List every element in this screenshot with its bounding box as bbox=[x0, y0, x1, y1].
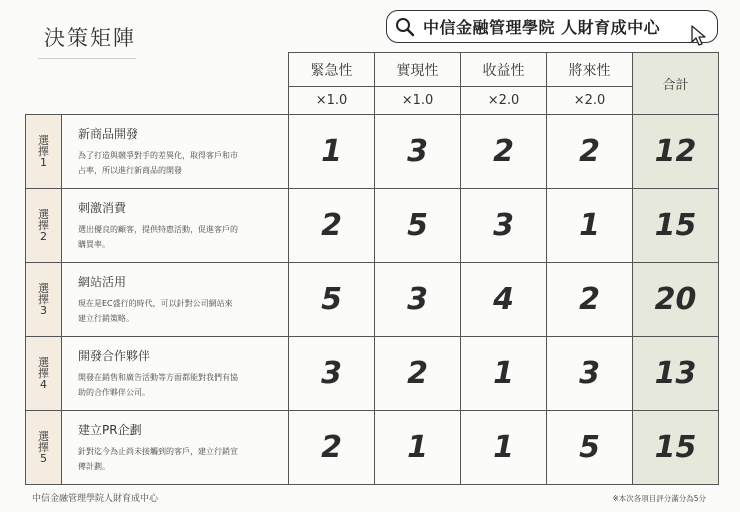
score-cell: 4 bbox=[461, 263, 547, 337]
option-detail: 開發在銷售和廣告活動等方面都能對我們有協 助的合作夥伴公司。 bbox=[78, 373, 238, 397]
criterion-profitability: 收益性 bbox=[461, 53, 547, 87]
score-cell: 1 bbox=[461, 337, 547, 411]
option-row bbox=[26, 263, 719, 337]
option-description bbox=[62, 189, 289, 263]
score-cell: 5 bbox=[547, 411, 633, 485]
option-label: 選 擇 3 bbox=[26, 263, 62, 337]
option-description bbox=[62, 115, 289, 189]
score-cell: 2 bbox=[289, 411, 375, 485]
score-cell: 1 bbox=[461, 411, 547, 485]
score-cell: 1 bbox=[289, 115, 375, 189]
score-cell: 3 bbox=[461, 189, 547, 263]
option-label: 選 擇 2 bbox=[26, 189, 62, 263]
option-title: 刺激消費 bbox=[78, 201, 127, 215]
criterion-future: 將來性 bbox=[547, 53, 633, 87]
score-cell: 2 bbox=[375, 337, 461, 411]
score-cell: 2 bbox=[547, 115, 633, 189]
score-cell: 3 bbox=[375, 263, 461, 337]
option-description bbox=[62, 411, 289, 485]
corner-blank bbox=[26, 53, 289, 115]
decision-matrix bbox=[25, 52, 719, 485]
total-cell: 15 bbox=[633, 411, 719, 485]
weight-feasibility: ×1.0 bbox=[375, 87, 461, 115]
score-cell: 1 bbox=[375, 411, 461, 485]
option-label: 選 擇 1 bbox=[26, 115, 62, 189]
option-label: 選 擇 4 bbox=[26, 337, 62, 411]
total-cell: 12 bbox=[633, 115, 719, 189]
cursor-icon bbox=[691, 25, 707, 47]
criterion-feasibility: 實現性 bbox=[375, 53, 461, 87]
footer-note: ※本次各項目評分滿分為5分 bbox=[612, 494, 706, 503]
score-cell: 3 bbox=[547, 337, 633, 411]
option-detail: 現在是EC盛行的時代，可以針對公司網站來 建立行銷策略。 bbox=[78, 299, 233, 323]
criterion-urgency: 緊急性 bbox=[289, 53, 375, 87]
option-description bbox=[62, 263, 289, 337]
total-cell: 20 bbox=[633, 263, 719, 337]
option-detail: 針對迄今為止尚未接觸到的客戶，建立行銷宣 傳計劃。 bbox=[78, 447, 238, 471]
score-cell: 2 bbox=[289, 189, 375, 263]
option-title: 開發合作夥伴 bbox=[78, 349, 151, 363]
search-bar[interactable] bbox=[386, 10, 718, 43]
option-detail: 選出優良的顧客，提供特惠活動，促進客戶的 購買率。 bbox=[78, 225, 238, 249]
score-cell: 3 bbox=[375, 115, 461, 189]
option-label: 選 擇 5 bbox=[26, 411, 62, 485]
option-title: 建立PR企劃 bbox=[78, 423, 142, 437]
option-row bbox=[26, 411, 719, 485]
weight-urgency: ×1.0 bbox=[289, 87, 375, 115]
option-title: 網站活用 bbox=[78, 275, 127, 289]
option-description bbox=[62, 337, 289, 411]
search-icon bbox=[395, 17, 415, 37]
score-cell: 2 bbox=[461, 115, 547, 189]
option-row bbox=[26, 189, 719, 263]
weight-future: ×2.0 bbox=[547, 87, 633, 115]
total-cell: 15 bbox=[633, 189, 719, 263]
score-cell: 2 bbox=[547, 263, 633, 337]
page-title: 決策矩陣 bbox=[44, 26, 136, 50]
footer-organization: 中信金融管理學院人財育成中心 bbox=[32, 494, 159, 504]
score-cell: 5 bbox=[289, 263, 375, 337]
weight-profitability: ×2.0 bbox=[461, 87, 547, 115]
option-row bbox=[26, 337, 719, 411]
option-row bbox=[26, 115, 719, 189]
option-detail: 為了打造與競爭對手的差異化，取得客戶和市 占率，所以進行新商品的開發 bbox=[78, 151, 238, 175]
total-cell: 13 bbox=[633, 337, 719, 411]
score-cell: 1 bbox=[547, 189, 633, 263]
search-text: 中信金融管理學院 人財育成中心 bbox=[423, 18, 661, 37]
score-cell: 5 bbox=[375, 189, 461, 263]
score-cell: 3 bbox=[289, 337, 375, 411]
total-header: 合計 bbox=[633, 53, 719, 115]
option-title: 新商品開發 bbox=[78, 127, 139, 141]
